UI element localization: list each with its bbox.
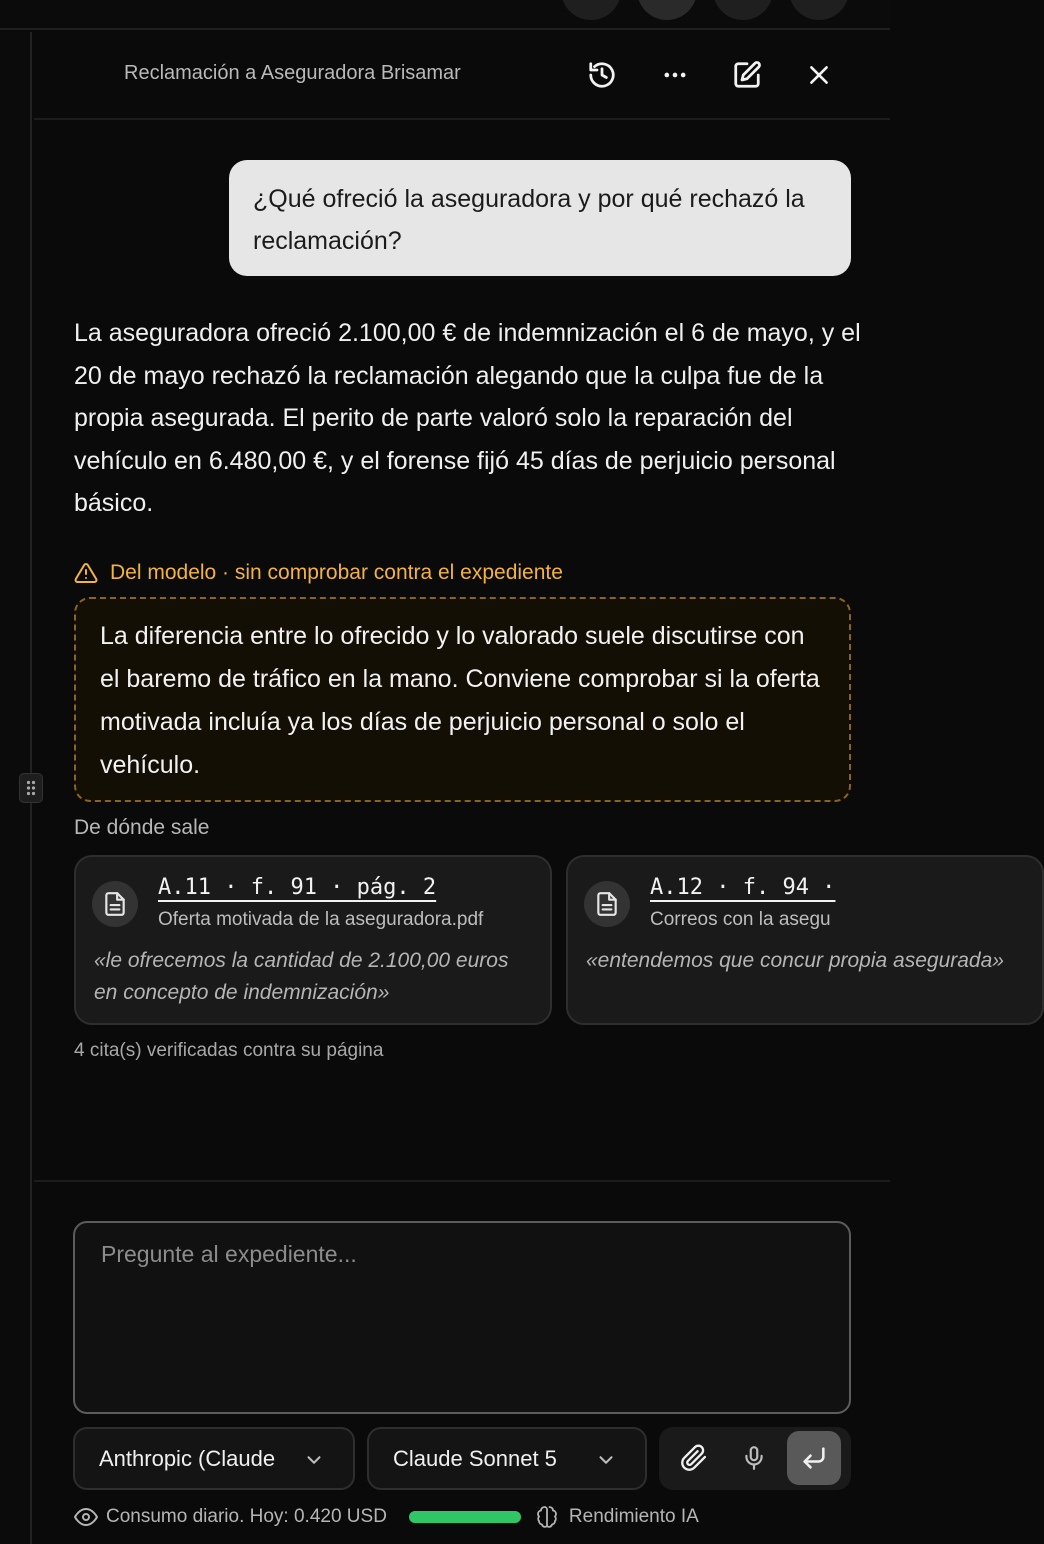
source-file: Oferta motivada de la aseguradora.pdf: [158, 909, 484, 930]
chevron-down-icon: [303, 1449, 325, 1471]
question-input-box[interactable]: [73, 1221, 851, 1414]
document-icon: [102, 891, 128, 917]
source-card[interactable]: [566, 855, 1044, 1025]
microphone-button[interactable]: [727, 1431, 781, 1485]
model-note: La diferencia entre lo ofrecido y lo valorado suele discutirse con el baremo de tráfico en la mano. Conviene comprobar si la oferta motivada incluía ya los días de perjuicio personal o solo el vehículo.: [74, 597, 851, 802]
drag-handle-icon: [26, 780, 36, 796]
usage-footer: [74, 1503, 854, 1531]
history-button[interactable]: [585, 58, 619, 92]
send-button[interactable]: [787, 1431, 841, 1485]
verified-count: 4 cita(s) verificadas contra su página: [74, 1040, 384, 1061]
eye-icon[interactable]: [74, 1505, 98, 1529]
resize-handle[interactable]: [19, 773, 43, 803]
usage-bar: [409, 1511, 521, 1523]
warning-icon: [74, 561, 98, 585]
model-value: Claude Sonnet 5: [393, 1445, 557, 1471]
source-ref[interactable]: A.12 · f. 94 ·: [650, 875, 836, 900]
source-cards: [74, 855, 1004, 1027]
more-button[interactable]: [658, 58, 692, 92]
document-icon-wrap: [92, 881, 138, 927]
source-ref[interactable]: A.11 · f. 91 · pág. 2: [158, 875, 437, 900]
composer-actions: [659, 1427, 851, 1490]
user-message: ¿Qué ofreció la aseguradora y por qué rechazó la reclamación?: [229, 160, 851, 276]
edit-icon: [732, 60, 762, 90]
source-quote: «entendemos que concur propia asegurada»: [586, 949, 1004, 972]
provider-select[interactable]: [73, 1427, 355, 1490]
enter-icon: [800, 1444, 828, 1472]
toolbar-button[interactable]: [561, 0, 621, 20]
performance-link[interactable]: Rendimiento IA: [568, 1506, 699, 1527]
composer-divider: [34, 1180, 890, 1182]
paperclip-icon: [680, 1444, 708, 1472]
usage-text: Consumo diario. Hoy: 0.420 USD: [106, 1506, 387, 1527]
microphone-icon: [741, 1445, 767, 1471]
unverified-warning: [74, 558, 563, 588]
chat-header: [34, 32, 890, 120]
close-button[interactable]: [802, 58, 836, 92]
close-icon: [806, 62, 832, 88]
source-file: Correos con la asegu: [650, 909, 831, 930]
provider-value: Anthropic (Claude: [99, 1445, 276, 1471]
sources-label: De dónde sale: [74, 816, 210, 839]
source-quote: «le ofrecemos la cantidad de 2.100,00 euros en concepto de indemnización»: [94, 949, 509, 1004]
toolbar-button[interactable]: [789, 0, 849, 20]
question-input[interactable]: [75, 1223, 849, 1412]
document-icon-wrap: [584, 881, 630, 927]
more-icon: [661, 61, 689, 89]
document-icon: [594, 891, 620, 917]
attach-button[interactable]: [667, 1431, 721, 1485]
warning-label: Del modelo · sin comprobar contra el expediente: [110, 561, 563, 584]
assistant-answer: La aseguradora ofreció 2.100,00 € de indemnización el 6 de mayo, y el 20 de mayo rechazó la reclamación alegando que la culpa fue de la propia asegurada. El perito de parte valoró solo la reparación del vehículo en 6.480,00 €, y el forense fijó 45 días de perjuicio personal básico.: [74, 319, 861, 517]
usage-bar-fill: [409, 1511, 521, 1523]
model-select[interactable]: [367, 1427, 647, 1490]
new-chat-button[interactable]: [730, 58, 764, 92]
brain-icon: [535, 1505, 559, 1529]
top-toolbar: [0, 0, 890, 30]
history-icon: [587, 60, 617, 90]
chevron-down-icon: [595, 1449, 617, 1471]
source-card[interactable]: [74, 855, 552, 1025]
chat-title: Reclamación a Aseguradora Brisamar: [124, 62, 461, 84]
toolbar-button[interactable]: [637, 0, 697, 20]
toolbar-button[interactable]: [713, 0, 773, 20]
